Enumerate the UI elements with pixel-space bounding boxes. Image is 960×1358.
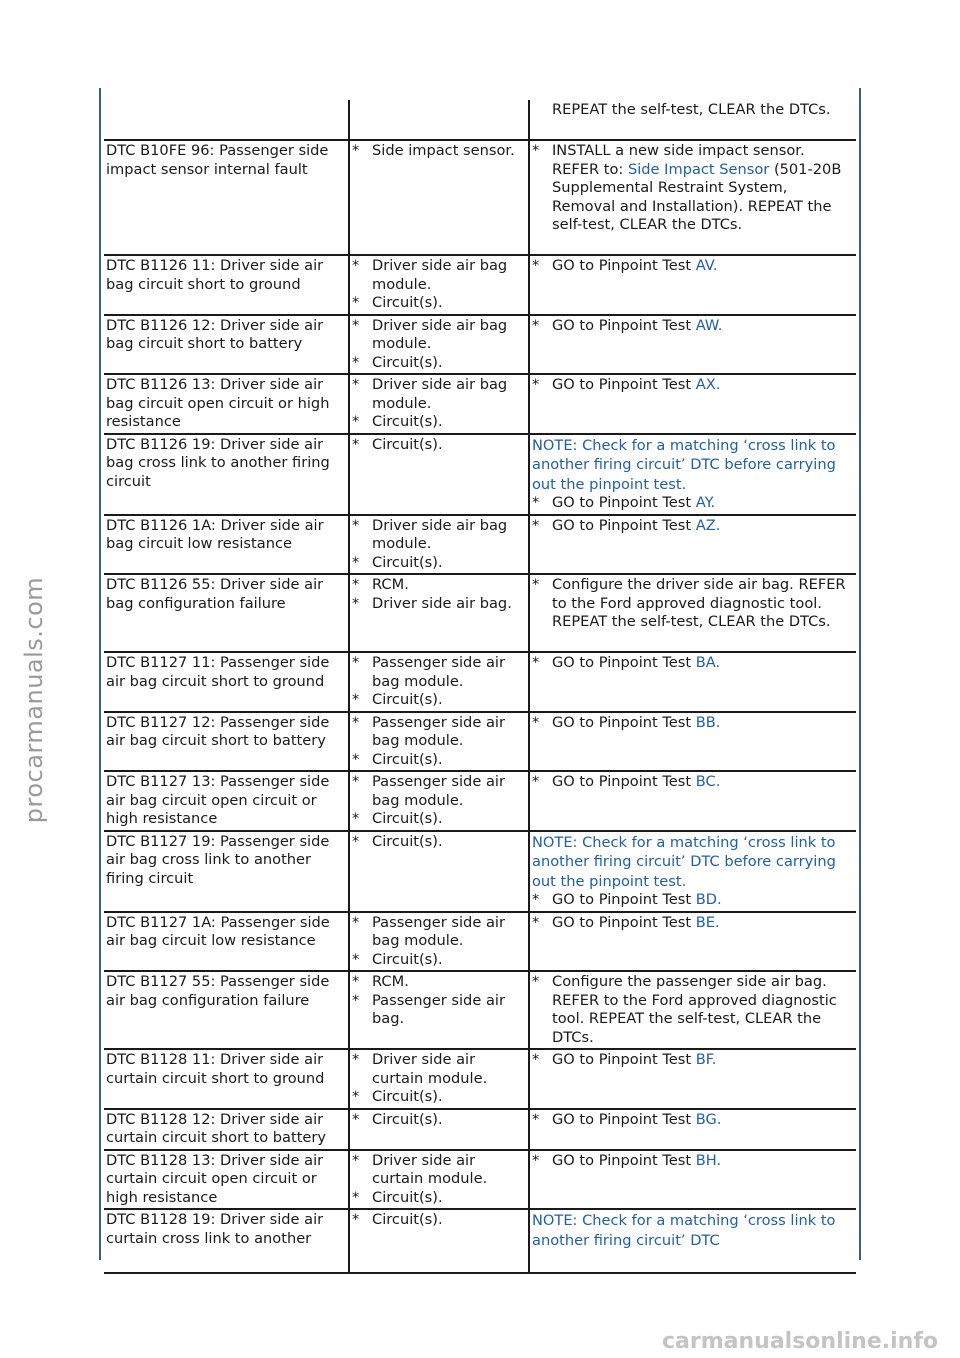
bullet-asterisk: * <box>352 353 360 371</box>
cause-text: Circuit(s). <box>372 950 443 968</box>
action-item <box>532 317 854 336</box>
action-cell <box>529 315 856 375</box>
possible-causes-cell <box>349 315 529 375</box>
dtc-code-cell: DTC B1126 13: Driver side air bag circuit open circuit or high resistance <box>104 374 349 434</box>
table-row <box>104 1109 856 1150</box>
pinpoint-test-link[interactable]: AY. <box>695 494 716 511</box>
possible-causes-cell <box>349 652 529 712</box>
bullet-asterisk: * <box>352 913 360 931</box>
bullet-asterisk: * <box>532 1110 540 1128</box>
action-cell <box>529 140 856 255</box>
action-text <box>552 1111 854 1130</box>
action-text-main: GO to Pinpoint Test <box>552 1151 696 1169</box>
possible-causes-cell <box>349 434 529 515</box>
possible-causes-cell <box>349 1150 529 1210</box>
action-text-main: GO to Pinpoint Test <box>552 654 696 671</box>
cause-text: Circuit(s). <box>372 353 443 371</box>
table-row <box>104 1150 856 1210</box>
note-text: NOTE: Check for a matching ‘cross link to another firing circuit’ DTC before carrying out the pinpoint test. <box>532 436 836 493</box>
bullet-asterisk: * <box>352 773 360 790</box>
cause-item <box>352 751 526 770</box>
table-row <box>104 912 856 972</box>
cause-text: Driver side air curtain module. <box>372 1051 488 1087</box>
possible-causes-cell <box>349 515 529 575</box>
possible-causes-cell <box>349 912 529 972</box>
dtc-code-cell: DTC B1126 19: Driver side air bag cross link to another firing circuit <box>104 434 349 515</box>
action-item <box>532 257 854 276</box>
action-cell <box>529 771 856 831</box>
action-text <box>552 1051 854 1070</box>
pinpoint-test-link[interactable]: BC. <box>695 773 721 790</box>
cause-item <box>352 951 526 970</box>
cause-text: RCM. <box>372 973 409 990</box>
bullet-asterisk: * <box>352 294 360 311</box>
bullet-asterisk: * <box>352 142 360 159</box>
action-text-main: GO to Pinpoint Test <box>552 516 696 534</box>
possible-causes-cell <box>349 255 529 315</box>
action-text-tail: (501-20B Supplemental Restraint System, Removal and Installation). REPEAT the self-test, CLEAR the DTCs. <box>552 160 842 233</box>
cause-text: Circuit(s). <box>372 413 443 430</box>
cause-item <box>352 810 526 829</box>
action-item <box>532 142 854 235</box>
cause-text: Driver side air bag module. <box>372 376 508 412</box>
side-watermark: procarmanuals.com <box>20 576 48 824</box>
pinpoint-test-link[interactable]: AX. <box>695 376 721 393</box>
table-row <box>104 374 856 434</box>
action-cell <box>529 652 856 712</box>
table-row <box>104 771 856 831</box>
action-text-main: GO to Pinpoint Test <box>552 773 696 790</box>
note-text: NOTE: Check for a matching ‘cross link to another firing circuit’ DTC before carrying out the pinpoint test. <box>532 833 836 890</box>
bullet-asterisk: * <box>352 1088 360 1105</box>
bullet-asterisk: * <box>532 654 540 671</box>
bullet-asterisk: * <box>352 950 360 968</box>
action-text <box>552 494 854 513</box>
action-text-main: GO to Pinpoint Test <box>552 257 696 274</box>
table-row <box>104 1049 856 1109</box>
cause-text: Circuit(s). <box>372 435 443 453</box>
action-cell <box>529 515 856 575</box>
bullet-asterisk: * <box>352 1151 360 1169</box>
bullet-asterisk: * <box>532 516 540 534</box>
cause-text: Side impact sensor. <box>372 142 515 159</box>
possible-causes-cell <box>349 712 529 772</box>
dtc-code-cell: DTC B1127 12: Passenger side air bag circuit short to battery <box>104 712 349 772</box>
note-text: NOTE: Check for a matching ‘cross link to another firing circuit’ DTC <box>532 1212 836 1249</box>
dtc-code-cell: DTC B1126 11: Driver side air bag circuit short to ground <box>104 255 349 315</box>
bullet-asterisk: * <box>352 316 360 334</box>
cause-item <box>352 1111 526 1130</box>
bullet-asterisk: * <box>532 142 540 159</box>
cause-item <box>352 973 526 992</box>
pinpoint-test-link[interactable]: BG. <box>695 1110 722 1128</box>
action-item <box>532 1051 854 1070</box>
action-cell <box>529 434 856 515</box>
action-text-main: GO to Pinpoint Test <box>552 713 696 731</box>
table-row <box>104 434 856 515</box>
cause-text: Driver side air bag module. <box>372 516 508 552</box>
cause-item <box>352 914 526 951</box>
bullet-asterisk: * <box>352 516 360 534</box>
action-cell <box>529 712 856 772</box>
bullet-asterisk: * <box>532 376 540 393</box>
bullet-asterisk: * <box>532 576 540 593</box>
cause-text: Circuit(s). <box>372 832 443 850</box>
possible-causes-cell <box>349 1209 529 1273</box>
cause-text: Circuit(s). <box>372 1188 443 1206</box>
action-text-main: GO to Pinpoint Test <box>552 316 696 334</box>
action-cell <box>529 1209 856 1273</box>
action-cell <box>529 255 856 315</box>
pinpoint-test-link[interactable]: AZ. <box>695 516 721 534</box>
cause-text: Circuit(s). <box>372 553 443 571</box>
cause-item <box>352 1051 526 1088</box>
possible-causes-cell <box>349 140 529 255</box>
cause-item <box>352 1211 526 1230</box>
bullet-asterisk: * <box>352 713 360 731</box>
action-text <box>552 576 854 632</box>
action-item <box>532 773 854 792</box>
cause-text: RCM. <box>372 576 409 593</box>
cause-item <box>352 654 526 691</box>
action-text <box>552 257 854 276</box>
cause-item <box>352 773 526 810</box>
bullet-asterisk: * <box>352 435 360 453</box>
cause-text: Circuit(s). <box>372 1110 443 1128</box>
dtc-code-cell: DTC B1128 12: Driver side air curtain circuit short to battery <box>104 1109 349 1150</box>
bullet-asterisk: * <box>532 891 540 908</box>
bullet-asterisk: * <box>532 494 540 511</box>
bullet-asterisk: * <box>352 413 360 430</box>
action-text-main: GO to Pinpoint Test <box>552 376 696 393</box>
pinpoint-test-link[interactable]: BB. <box>695 713 721 731</box>
cause-text: Circuit(s). <box>372 810 443 827</box>
bottom-watermark: carmanualsonline.info <box>662 1329 938 1354</box>
cause-item <box>352 354 526 373</box>
action-text <box>552 973 854 1047</box>
action-text-main: GO to Pinpoint Test <box>552 1051 696 1068</box>
reference-link[interactable]: Side Impact Sensor <box>627 160 770 178</box>
table-row <box>104 574 856 652</box>
cause-item <box>352 142 526 161</box>
action-cell <box>529 1150 856 1210</box>
cause-item <box>352 714 526 751</box>
action-item <box>532 576 854 632</box>
possible-causes-cell <box>349 831 529 912</box>
cause-text: Passenger side air bag module. <box>372 773 505 809</box>
dtc-code-cell: DTC B1128 19: Driver side air curtain cross link to another <box>104 1209 349 1273</box>
bullet-asterisk: * <box>352 750 360 768</box>
action-text-main: GO to Pinpoint Test <box>552 913 696 931</box>
cause-item <box>352 517 526 554</box>
action-text <box>552 1152 854 1171</box>
bullet-asterisk: * <box>532 257 540 274</box>
action-item <box>532 1111 854 1130</box>
cause-text: Driver side air bag. <box>372 594 512 612</box>
bullet-asterisk: * <box>352 991 360 1009</box>
dtc-code-cell: DTC B1127 1A: Passenger side air bag circuit low resistance <box>104 912 349 972</box>
dtc-code-cell: DTC B1126 55: Driver side air bag configuration failure <box>104 574 349 652</box>
cause-item <box>352 436 526 455</box>
cause-item <box>352 294 526 313</box>
cause-text: Passenger side air bag module. <box>372 913 505 949</box>
cause-item <box>352 317 526 354</box>
cause-text: Passenger side air bag module. <box>372 654 505 690</box>
cause-item <box>352 992 526 1029</box>
pinpoint-test-link[interactable]: BF. <box>695 1051 717 1068</box>
action-text-main: Configure the driver side air bag. REFER to the Ford approved diagnostic tool. REPEAT the self-test, CLEAR the DTCs. <box>552 576 846 630</box>
dtc-code-cell <box>104 100 349 140</box>
table-row <box>104 712 856 772</box>
cause-item <box>352 257 526 294</box>
possible-causes-cell <box>349 374 529 434</box>
action-continuation: REPEAT the self-test, CLEAR the DTCs. <box>552 101 831 118</box>
bullet-asterisk: * <box>352 1110 360 1128</box>
cause-item <box>352 595 526 614</box>
action-text <box>552 517 854 536</box>
action-cell <box>529 374 856 434</box>
bullet-asterisk: * <box>532 973 540 990</box>
action-text <box>552 654 854 673</box>
action-text <box>552 714 854 733</box>
bullet-asterisk: * <box>352 257 360 274</box>
dtc-table <box>104 100 856 1274</box>
action-cell <box>529 831 856 912</box>
bullet-asterisk: * <box>352 691 360 708</box>
action-cell <box>529 100 856 140</box>
pinpoint-test-link[interactable]: BD. <box>695 891 722 908</box>
action-text <box>552 914 854 933</box>
bullet-asterisk: * <box>352 654 360 671</box>
bullet-asterisk: * <box>352 810 360 827</box>
bullet-asterisk: * <box>352 594 360 612</box>
cause-item <box>352 833 526 852</box>
bullet-asterisk: * <box>352 553 360 571</box>
pinpoint-test-link[interactable]: AV. <box>695 257 718 274</box>
action-cell <box>529 912 856 972</box>
table-row <box>104 140 856 255</box>
bullet-asterisk: * <box>532 913 540 931</box>
action-text <box>552 891 854 910</box>
pinpoint-test-link[interactable]: BE. <box>695 913 720 931</box>
table-row <box>104 831 856 912</box>
cause-text: Circuit(s). <box>372 1211 443 1228</box>
dtc-code-cell: DTC B1127 55: Passenger side air bag configuration failure <box>104 971 349 1049</box>
possible-causes-cell <box>349 771 529 831</box>
bullet-asterisk: * <box>352 1188 360 1206</box>
pinpoint-test-link[interactable]: AW. <box>695 316 723 334</box>
action-text-main: GO to Pinpoint Test <box>552 494 696 511</box>
action-text <box>552 773 854 792</box>
action-text <box>552 317 854 336</box>
action-item <box>532 914 854 933</box>
action-text <box>552 142 854 235</box>
cause-item <box>352 413 526 432</box>
bullet-asterisk: * <box>352 376 360 393</box>
table-row <box>104 255 856 315</box>
cause-item <box>352 691 526 710</box>
dtc-code-cell: DTC B1126 1A: Driver side air bag circuit low resistance <box>104 515 349 575</box>
possible-causes-cell <box>349 1049 529 1109</box>
possible-causes-cell <box>349 574 529 652</box>
table-row <box>104 515 856 575</box>
action-item <box>532 654 854 673</box>
bullet-asterisk: * <box>352 1051 360 1068</box>
action-cell <box>529 1049 856 1109</box>
cause-text: Circuit(s). <box>372 1088 443 1105</box>
bullet-asterisk: * <box>352 576 360 593</box>
page-frame-left <box>99 88 101 1260</box>
cause-text: Circuit(s). <box>372 691 443 708</box>
cause-item <box>352 1152 526 1189</box>
action-item <box>532 973 854 1047</box>
cause-text: Circuit(s). <box>372 750 443 768</box>
possible-causes-cell <box>349 1109 529 1150</box>
action-text <box>552 376 854 395</box>
dtc-table-body <box>104 100 856 1273</box>
cause-text: Driver side air curtain module. <box>372 1151 488 1187</box>
bullet-asterisk: * <box>352 1211 360 1228</box>
bullet-asterisk: * <box>352 973 360 990</box>
dtc-code-cell: DTC B1126 12: Driver side air bag circuit short to battery <box>104 315 349 375</box>
action-item <box>532 376 854 395</box>
dtc-code-cell: DTC B10FE 96: Passenger side impact sensor internal fault <box>104 140 349 255</box>
pinpoint-test-link[interactable]: BH. <box>695 1151 722 1169</box>
action-cell <box>529 1109 856 1150</box>
bullet-asterisk: * <box>532 1051 540 1068</box>
bullet-asterisk: * <box>532 713 540 731</box>
cause-text: Passenger side air bag. <box>372 991 505 1027</box>
cause-text: Passenger side air bag module. <box>372 713 505 749</box>
action-item <box>532 517 854 536</box>
cause-text: Driver side air bag module. <box>372 257 508 293</box>
dtc-code-cell: DTC B1127 19: Passenger side air bag cross link to another firing circuit <box>104 831 349 912</box>
action-cell <box>529 971 856 1049</box>
action-text-main: GO to Pinpoint Test <box>552 1110 696 1128</box>
action-text-main: INSTALL a new side impact sensor. REFER to: <box>552 142 805 178</box>
bullet-asterisk: * <box>352 832 360 850</box>
cause-item <box>352 376 526 413</box>
cause-item <box>352 1088 526 1107</box>
action-item <box>532 1152 854 1171</box>
bullet-asterisk: * <box>532 316 540 334</box>
table-row <box>104 100 856 140</box>
cause-item <box>352 576 526 595</box>
dtc-code-cell: DTC B1127 13: Passenger side air bag circuit open circuit or high resistance <box>104 771 349 831</box>
dtc-code-cell: DTC B1127 11: Passenger side air bag circuit short to ground <box>104 652 349 712</box>
dtc-code-cell: DTC B1128 11: Driver side air curtain circuit short to ground <box>104 1049 349 1109</box>
action-text-main: GO to Pinpoint Test <box>552 891 696 908</box>
cause-item <box>352 1189 526 1208</box>
action-text-main: Configure the passenger side air bag. REFER to the Ford approved diagnostic tool. REPEAT the self-test, CLEAR the DTCs. <box>552 973 837 1046</box>
table-row <box>104 971 856 1049</box>
bullet-asterisk: * <box>532 1151 540 1169</box>
page-frame-right <box>859 88 861 1260</box>
possible-causes-cell <box>349 100 529 140</box>
possible-causes-cell <box>349 971 529 1049</box>
table-row <box>104 315 856 375</box>
action-item <box>532 714 854 733</box>
dtc-code-cell: DTC B1128 13: Driver side air curtain circuit open circuit or high resistance <box>104 1150 349 1210</box>
bullet-asterisk: * <box>532 773 540 790</box>
pinpoint-test-link[interactable]: BA. <box>695 654 721 671</box>
action-cell <box>529 574 856 652</box>
table-row <box>104 1209 856 1273</box>
action-item <box>532 891 854 910</box>
cause-item <box>352 554 526 573</box>
action-item <box>532 494 854 513</box>
cause-text: Circuit(s). <box>372 294 443 311</box>
cause-text: Driver side air bag module. <box>372 316 508 352</box>
table-row <box>104 652 856 712</box>
